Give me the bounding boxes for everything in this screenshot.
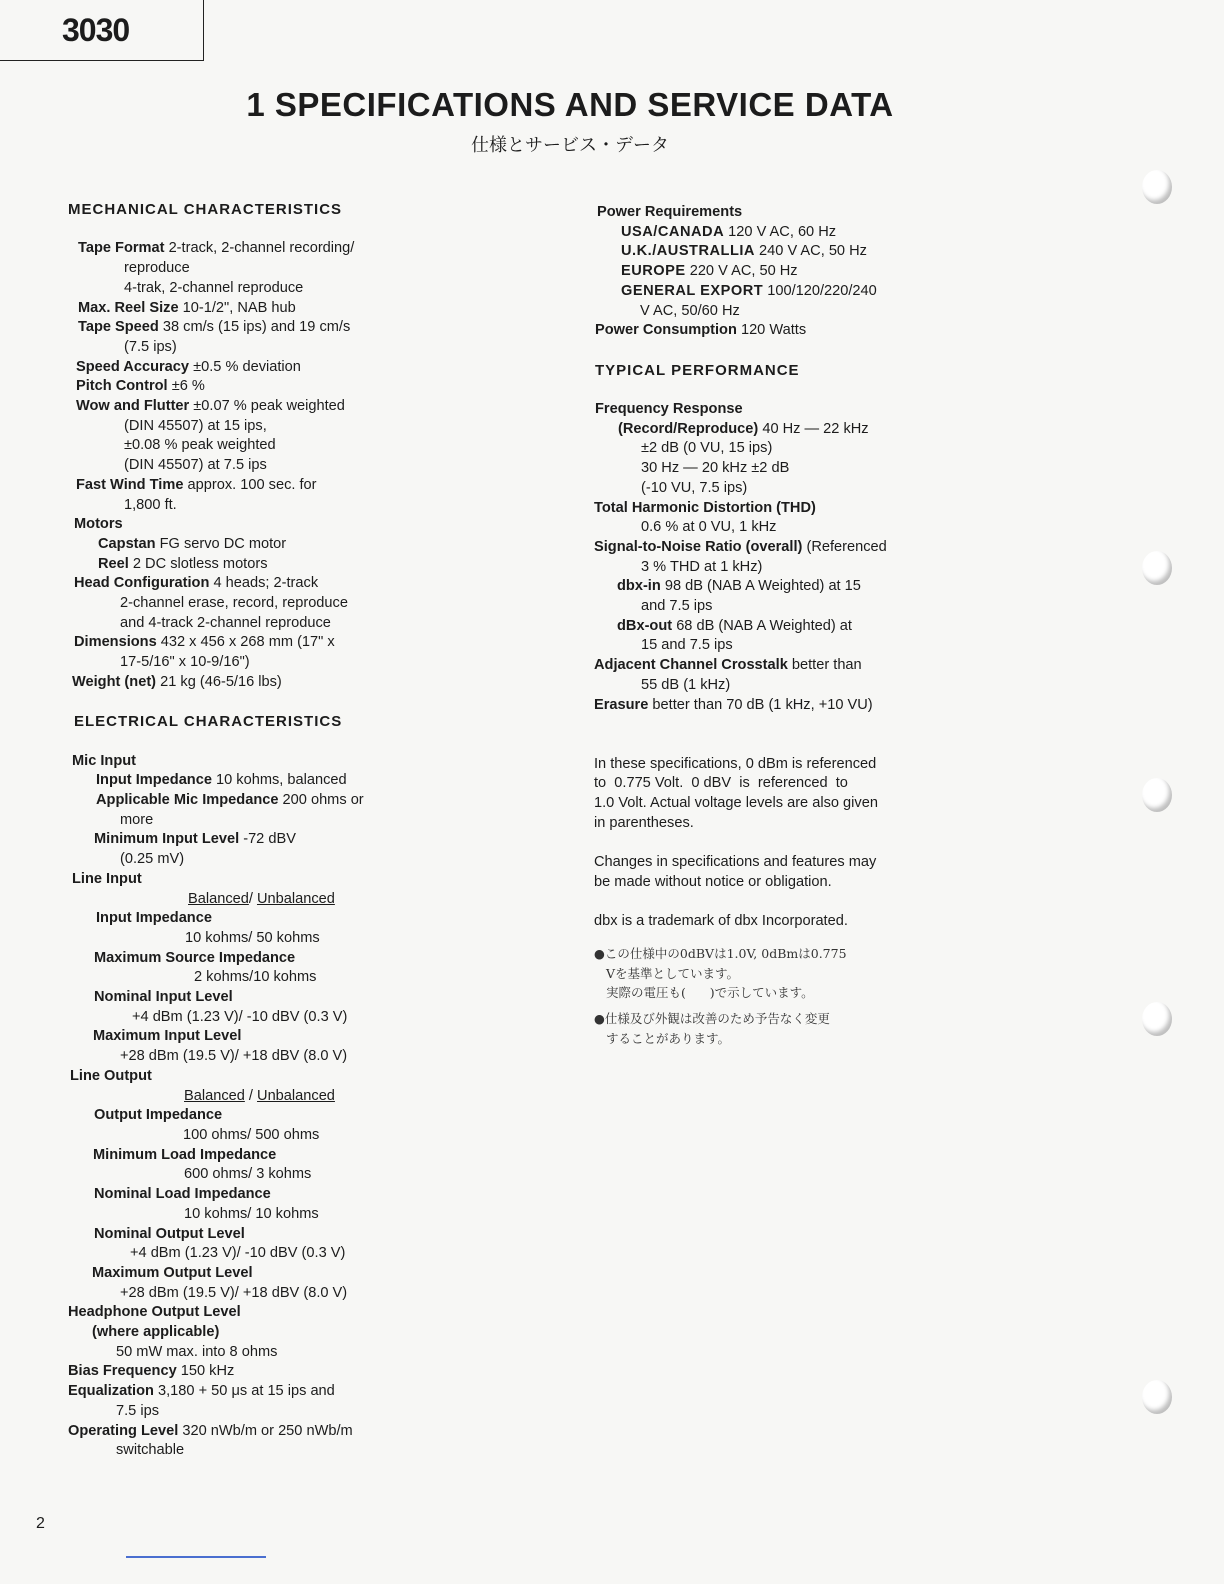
frequency-response-line3: 30 Hz — 20 kHz ±2 dB [641,460,790,477]
power-general-export-line2: V AC, 50/60 Hz [640,302,740,319]
nominal-input-level-value: +4 dBm (1.23 V)/ -10 dBV (0.3 V) [132,1008,348,1025]
jp-note2-line1: ●仕様及び外観は改善のため予告なく変更 [594,1011,830,1027]
max-input-level-label: Maximum Input Level [93,1028,242,1045]
nominal-output-level-value: +4 dBm (1.23 V)/ -10 dBV (0.3 V) [130,1245,346,1262]
crosstalk-spec: Adjacent Channel Crosstalk better than [594,657,862,674]
output-impedance-value: 100 ohms/ 500 ohms [183,1127,320,1143]
wow-flutter-line2: (DIN 45507) at 15 ips, [124,417,267,434]
snr-line2: 3 % THD at 1 kHz) [641,558,763,575]
thd-label: Total Harmonic Distortion (THD) [594,499,816,516]
tape-speed-spec: Tape Speed 38 cm/s (15 ips) and 19 cm/s [78,319,351,336]
pitch-control-spec: Pitch Control ±6 % [76,378,205,395]
power-uk-spec: U.K./AUSTRALLIA 240 V AC, 50 Hz [621,243,867,260]
min-load-impedance-value: 600 ohms/ 3 kohms [184,1166,312,1183]
nominal-load-impedance-label: Nominal Load Impedance [94,1186,271,1203]
dbx-in-line2: and 7.5 ips [641,598,713,615]
reference-note-line1: In these specifications, 0 dBm is referenced [594,755,877,772]
jp-note1-line1: ●この仕様中の0dBVは1.0V, 0dBmは0.775 [594,945,847,961]
speed-accuracy-spec: Speed Accuracy ±0.5 % deviation [76,358,301,375]
motors-label: Motors [74,516,123,533]
capstan-spec: Capstan FG servo DC motor [98,535,287,552]
max-input-level-value: +28 dBm (19.5 V)/ +18 dBV (8.0 V) [120,1048,348,1065]
equalization-line2: 7.5 ips [116,1402,159,1419]
headphone-output-label: Headphone Output Level [68,1304,241,1321]
head-config-spec: Head Configuration 4 heads; 2-track [74,575,319,592]
mic-minimum-line2: (0.25 mV) [120,851,185,868]
tape-format-spec: Tape Format 2-track, 2-channel recording/ [78,240,355,257]
mic-input-label: Mic Input [72,752,137,769]
mechanical-heading: MECHANICAL CHARACTERISTICS [68,201,343,218]
nominal-load-impedance-value: 10 kohms/ 10 kohms [184,1205,319,1222]
power-requirements-label: Power Requirements [597,204,743,220]
weight-spec: Weight (net) 21 kg (46-5/16 lbs) [72,673,282,690]
line-input-impedance-label: Input Impedance [96,910,212,927]
bias-frequency-spec: Bias Frequency 150 kHz [68,1363,235,1380]
dimensions-spec: Dimensions 432 x 456 x 268 mm (17" x [74,634,335,651]
binder-hole [1142,170,1172,204]
thd-value: 0.6 % at 0 VU, 1 kHz [641,519,777,536]
jp-note1-line2: Vを基準としています。 [606,965,740,981]
output-impedance-label: Output Impedance [94,1107,223,1124]
mic-minimum-level-spec: Minimum Input Level -72 dBV [94,831,296,848]
nominal-output-level-label: Nominal Output Level [94,1225,245,1242]
erasure-spec: Erasure better than 70 dB (1 kHz, +10 VU) [594,696,873,713]
binder-hole [1142,778,1172,812]
right-column [594,203,924,1048]
min-load-impedance-label: Minimum Load Impedance [93,1146,277,1163]
frequency-response-line4: (-10 VU, 7.5 ips) [641,479,748,496]
operating-level-line2: switchable [116,1442,185,1459]
reference-note-line2: to 0.775 Volt. 0 dBV is referenced to [594,775,848,792]
changes-note-line1: Changes in specifications and features may [594,854,877,871]
page-subtitle-japanese: 仕様とサービス・データ [471,135,669,156]
max-output-level-label: Maximum Output Level [92,1264,253,1281]
mic-applicable-impedance-spec: Applicable Mic Impedance 200 ohms or [96,792,364,809]
crosstalk-line2: 55 dB (1 kHz) [641,676,731,693]
binder-hole [1142,1002,1172,1036]
mic-input-impedance-spec: Input Impedance 10 kohms, balanced [96,772,347,789]
model-number-box [0,0,204,61]
head-config-line3: and 4-track 2-channel reproduce [120,614,331,631]
dbx-out-line2: 15 and 7.5 ips [641,637,733,654]
electrical-heading: ELECTRICAL CHARACTERISTICS [74,713,343,731]
line-output-label: Line Output [70,1067,152,1084]
page-number: 2 [36,1515,45,1532]
operating-level-spec: Operating Level 320 nWb/m or 250 nWb/m [68,1422,353,1439]
max-source-impedance-label: Maximum Source Impedance [94,949,296,966]
line-input-label: Line Input [72,870,142,887]
frequency-response-record-spec: (Record/Reproduce) 40 Hz — 22 kHz [618,420,869,437]
reel-motor-spec: Reel 2 DC slotless motors [98,555,268,572]
reel-size-spec: Max. Reel Size 10-1/2", NAB hub [78,299,296,316]
headphone-output-value: 50 mW max. into 8 ohms [116,1343,278,1360]
power-europe-spec: EUROPE 220 V AC, 50 Hz [621,263,798,280]
reference-note-line4: in parentheses. [594,814,694,831]
binder-hole [1142,1380,1172,1414]
max-source-impedance-value: 2 kohms/10 kohms [194,969,317,986]
snr-spec: Signal-to-Noise Ratio (overall) (Referenced [594,538,887,555]
model-number: 3030 [62,12,130,48]
power-general-export-spec: GENERAL EXPORT 100/120/220/240 [621,282,877,299]
line-input-impedance-value: 10 kohms/ 50 kohms [185,929,320,946]
fast-wind-spec: Fast Wind Time approx. 100 sec. for [76,476,317,493]
wow-flutter-spec: Wow and Flutter ±0.07 % peak weighted [76,398,345,415]
wow-flutter-line3: ±0.08 % peak weighted [124,437,276,454]
tape-speed-line2: (7.5 ips) [124,338,177,355]
tape-format-line3: 4-trak, 2-channel reproduce [124,279,304,296]
nominal-input-level-label: Nominal Input Level [94,989,233,1006]
line-output-balance-header: Balanced / Unbalanced [184,1087,335,1104]
power-consumption-spec: Power Consumption 120 Watts [595,322,807,339]
tape-format-line2: reproduce [124,260,190,277]
line-input-balance-header: Balanced/ Unbalanced [188,890,335,907]
wow-flutter-line4: (DIN 45507) at 7.5 ips [124,457,267,474]
equalization-spec: Equalization 3,180 + 50 μs at 15 ips and [68,1383,335,1400]
left-column [68,200,538,1461]
dimensions-line2: 17-5/16" x 10-9/16") [120,654,250,671]
typical-performance-heading: TYPICAL PERFORMANCE [595,361,800,379]
headphone-where-applicable: (where applicable) [92,1324,220,1341]
reference-note-line3: 1.0 Volt. Actual voltage levels are also given [594,795,878,812]
dbx-in-spec: dbx-in 98 dB (NAB A Weighted) at 15 [617,578,861,595]
binder-hole [1142,551,1172,585]
fast-wind-line2: 1,800 ft. [124,496,177,513]
scan-edge-line [126,1556,266,1558]
page-title: 1 SPECIFICATIONS AND SERVICE DATA [246,86,894,123]
changes-note-line2: be made without notice or obligation. [594,873,832,890]
trademark-note: dbx is a trademark of dbx Incorporated. [594,913,848,930]
max-output-level-value: +28 dBm (19.5 V)/ +18 dBV (8.0 V) [120,1284,348,1301]
dbx-out-spec: dBx-out 68 dB (NAB A Weighted) at [617,617,852,634]
power-usa-spec: USA/CANADA 120 V AC, 60 Hz [621,223,837,240]
frequency-response-label: Frequency Response [595,401,743,417]
jp-note1-line3: 実際の電圧も( )で示しています。 [606,985,814,1001]
frequency-response-line2: ±2 dB (0 VU, 15 ips) [641,440,773,457]
jp-note2-line2: することがあります。 [606,1030,731,1046]
mic-applicable-line2: more [120,811,154,828]
head-config-line2: 2-channel erase, record, reproduce [120,595,348,612]
